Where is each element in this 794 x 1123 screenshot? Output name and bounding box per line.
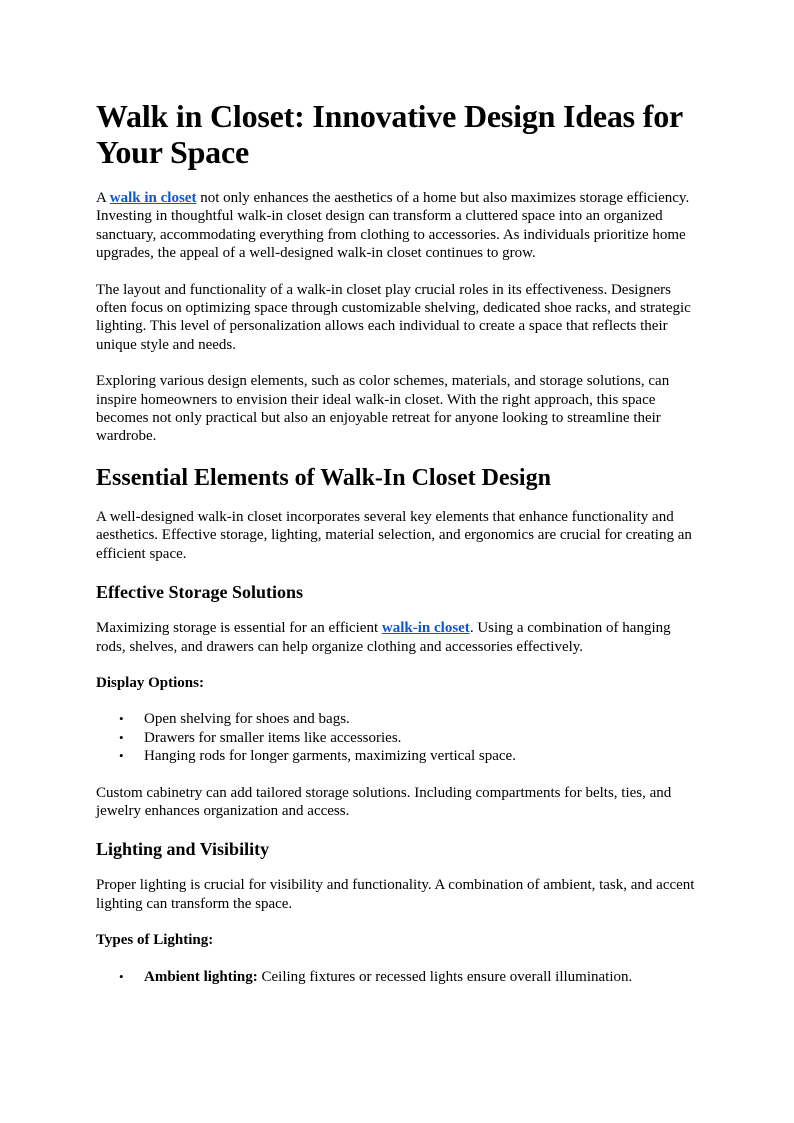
subsection-heading-storage: Effective Storage Solutions: [96, 582, 303, 603]
display-options-list: [96, 710, 696, 765]
storage-text-start: Maximizing storage is essential for an efficient: [96, 620, 382, 637]
list-item: [119, 968, 696, 986]
list-item-term: Ambient lighting:: [144, 968, 258, 985]
bullet-icon: •: [119, 968, 124, 984]
list-item-text: Open shelving for shoes and bags.: [144, 711, 350, 728]
intro-text-end: not only enhances the aesthetics of a home but also maximizes storage efficiency. Investing in thoughtful walk-in closet design can transform a cluttered space into an organized sanctuary, accommodating everything from clothing to accessories. As individuals prioritize home upgrades, the appeal of a well-designed walk-in closet continues to grow.: [96, 190, 690, 262]
bullet-icon: •: [119, 711, 124, 727]
essentials-paragraph: A well-designed walk-in closet incorporates several key elements that enhance functionality and aesthetics. Effective storage, lighting, material selection, and ergonomics are crucial for creating an efficient space.: [96, 508, 692, 562]
intro-paragraph-3: Exploring various design elements, such as color schemes, materials, and storage solutions, can inspire homeowners to envision their ideal walk-in closet. With the right approach, this space becomes not only practical but also an enjoyable retreat for anyone looking to streamline their wardrobe.: [96, 373, 670, 445]
page-title: Walk in Closet: Innovative Design Ideas for Your Space: [96, 98, 683, 170]
article: [96, 98, 696, 1004]
lighting-paragraph: Proper lighting is crucial for visibility and functionality. A combination of ambient, task, and accent lighting can transform the space.: [96, 877, 695, 912]
storage-text-end: . Using a combination of hanging rods, shelves, and drawers can help organize clothing and accessories effectively.: [96, 620, 671, 655]
list-item: [119, 747, 696, 765]
list-item: [119, 710, 696, 728]
list-item: [119, 729, 696, 747]
list-item-text: Drawers for smaller items like accessories.: [144, 729, 402, 746]
intro-paragraph-2: The layout and functionality of a walk-in closet play crucial roles in its effectiveness. Designers often focus on optimizing space through customizable shelving, dedicated shoe racks, and strategic lighting. This level of personalization allows each individual to create a space that reflects their unique style and needs.: [96, 281, 691, 353]
list-item-text: Hanging rods for longer garments, maximizing vertical space.: [144, 748, 516, 765]
storage-paragraph-2: Custom cabinetry can add tailored storage solutions. Including compartments for belts, ties, and jewelry enhances organization and access.: [96, 784, 672, 819]
subsection-heading-lighting: Lighting and Visibility: [96, 839, 270, 860]
walk-in-closet-link-2[interactable]: walk-in closet: [381, 620, 470, 637]
bullet-icon: •: [119, 729, 124, 745]
section-heading-essentials: Essential Elements of Walk-In Closet Design: [96, 464, 551, 491]
display-options-label: Display Options:: [96, 674, 204, 691]
list-item-text: Ceiling fixtures or recessed lights ensure overall illumination.: [257, 968, 633, 985]
intro-paragraph-1: [96, 189, 696, 263]
intro-text-start: A: [96, 190, 110, 206]
storage-paragraph-1: [96, 619, 696, 656]
bullet-icon: •: [119, 748, 124, 764]
lighting-types-label: Types of Lighting:: [96, 932, 214, 949]
walk-in-closet-link[interactable]: walk in closet: [109, 190, 197, 206]
lighting-types-list: [96, 968, 696, 986]
